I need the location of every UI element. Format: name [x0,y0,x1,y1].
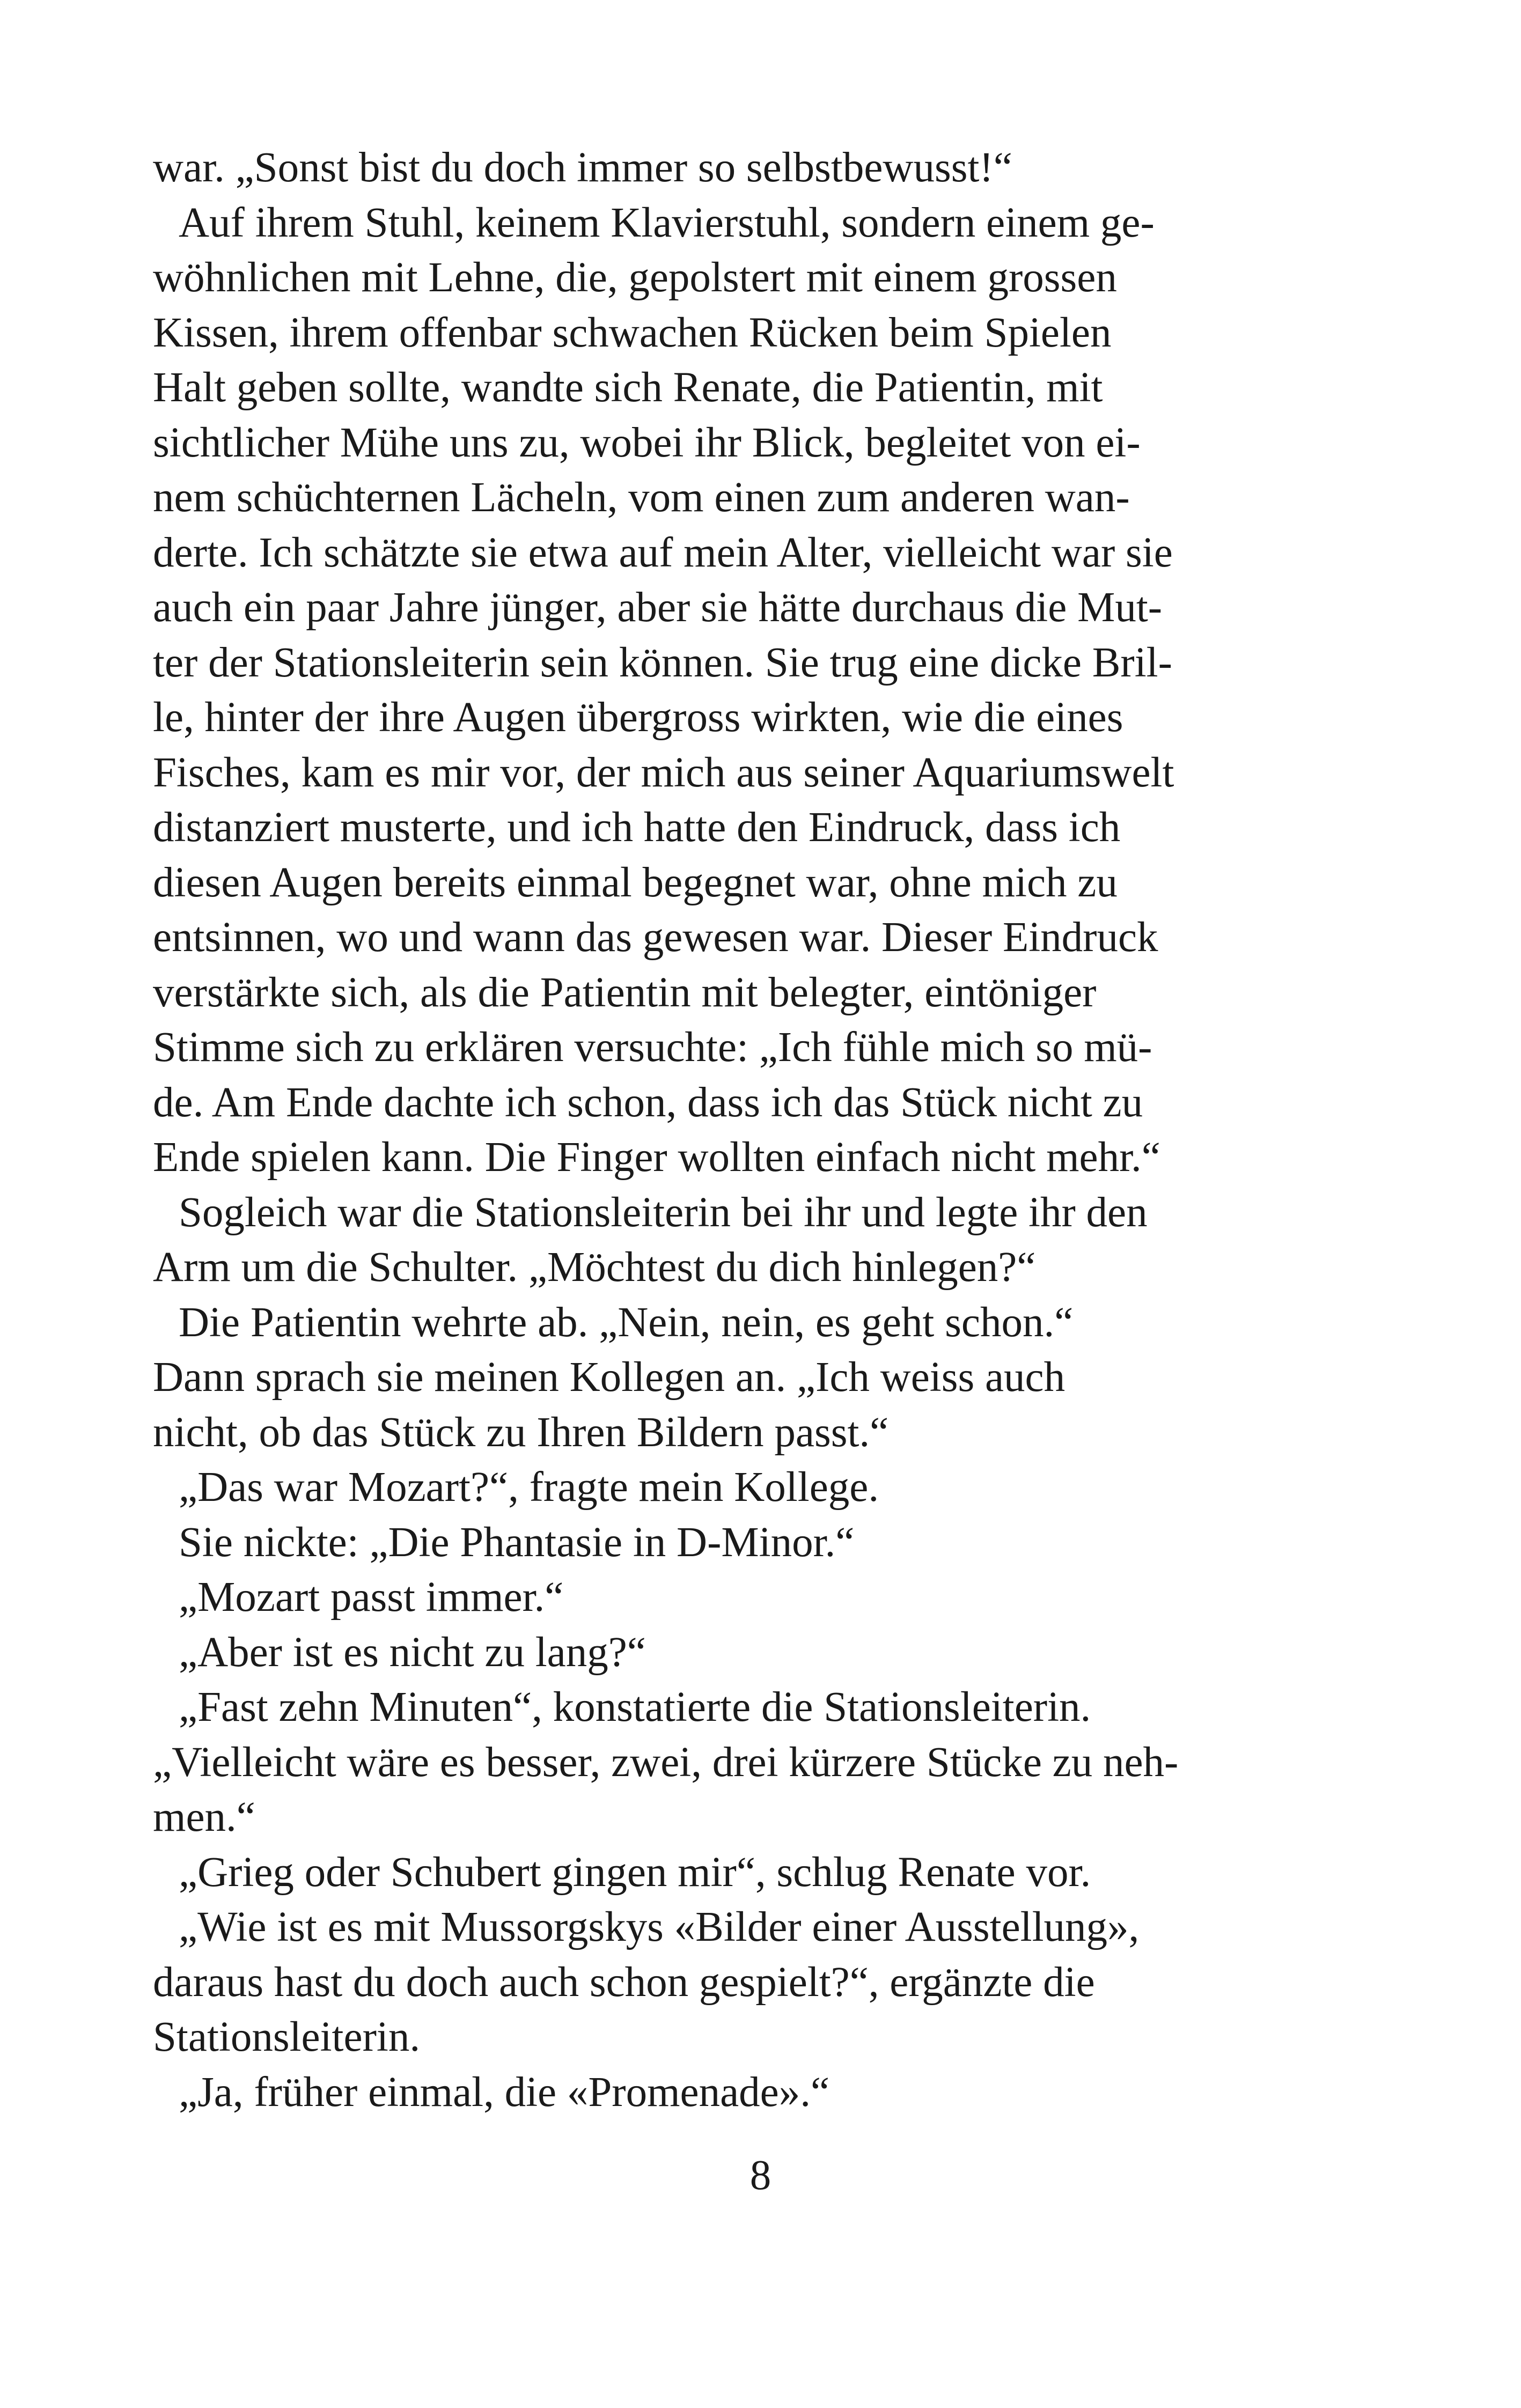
text-line: ter der Stationsleiterin sein können. Sie trug eine dicke Bril- [153,639,1172,686]
text-line: Sogleich war die Stationsleiterin bei ihr und legte ihr den [179,1189,1148,1236]
text-line: Sie nickte: „Die Phantasie in D-Minor.“ [179,1519,855,1566]
text-line: Stationsleiterin. [153,2014,421,2060]
text-line: Halt geben sollte, wandte sich Renate, die Patientin, mit [153,364,1103,411]
text-line: auch ein paar Jahre jünger, aber sie hätte durchaus die Mut- [153,584,1163,631]
text-line: Fisches, kam es mir vor, der mich aus seiner Aquariumswelt [153,749,1174,796]
text-line: Arm um die Schulter. „Möchtest du dich hinlegen?“ [153,1244,1036,1291]
text-line: Kissen, ihrem offenbar schwachen Rücken beim Spielen [153,309,1112,356]
text-line: men.“ [153,1794,255,1840]
text-line: „Grieg oder Schubert gingen mir“, schlug Renate vor. [179,1849,1091,1896]
text-line: „Fast zehn Minuten“, konstatierte die Stationsleiterin. [179,1684,1091,1730]
text-line: „Aber ist es nicht zu lang?“ [179,1629,646,1676]
text-line: le, hinter der ihre Augen übergross wirkten, wie die eines [153,694,1123,741]
text-line: diesen Augen bereits einmal begegnet war, ohne mich zu [153,859,1118,906]
text-line: verstärkte sich, als die Patientin mit belegter, eintöniger [153,969,1097,1016]
text-line: nem schüchternen Lächeln, vom einen zum anderen wan- [153,474,1130,521]
text-line: „Vielleicht wäre es besser, zwei, drei kürzere Stücke zu neh- [153,1739,1179,1786]
text-line: „Ja, früher einmal, die «Promenade».“ [179,2068,830,2116]
text-line: „Mozart passt immer.“ [179,1574,564,1621]
text-line: nicht, ob das Stück zu Ihren Bildern passt.“ [153,1409,889,1456]
text-line: daraus hast du doch auch schon gespielt?“, ergänzte die [153,1958,1095,2006]
text-line: war. „Sonst bist du doch immer so selbstbewusst!“ [153,144,1012,191]
text-line: sichtlicher Mühe uns zu, wobei ihr Blick, begleitet von ei- [153,419,1141,466]
text-line: „Das war Mozart?“, fragte mein Kollege. [179,1464,879,1511]
text-line: Ende spielen kann. Die Finger wollten einfach nicht mehr.“ [153,1134,1160,1181]
text-line: Die Patientin wehrte ab. „Nein, nein, es geht schon.“ [179,1299,1074,1346]
text-line: derte. Ich schätzte sie etwa auf mein Alter, vielleicht war sie [153,529,1173,576]
text-line: Dann sprach sie meinen Kollegen an. „Ich weiss auch [153,1354,1066,1401]
text-line: entsinnen, wo und wann das gewesen war. Dieser Eindruck [153,914,1158,961]
text-line: wöhnlichen mit Lehne, die, gepolstert mit einem grossen [153,254,1117,301]
page-number: 8 [750,2152,771,2199]
body-text [153,141,1286,2120]
text-line: „Wie ist es mit Mussorgskys «Bilder einer Ausstellung», [179,1904,1140,1950]
text-line: de. Am Ende dachte ich schon, dass ich das Stück nicht zu [153,1079,1143,1126]
text-line: Auf ihrem Stuhl, keinem Klavierstuhl, sondern einem ge- [179,199,1155,246]
text-line: Stimme sich zu erklären versuchte: „Ich fühle mich so mü- [153,1024,1152,1071]
text-line: distanziert musterte, und ich hatte den Eindruck, dass ich [153,804,1121,851]
